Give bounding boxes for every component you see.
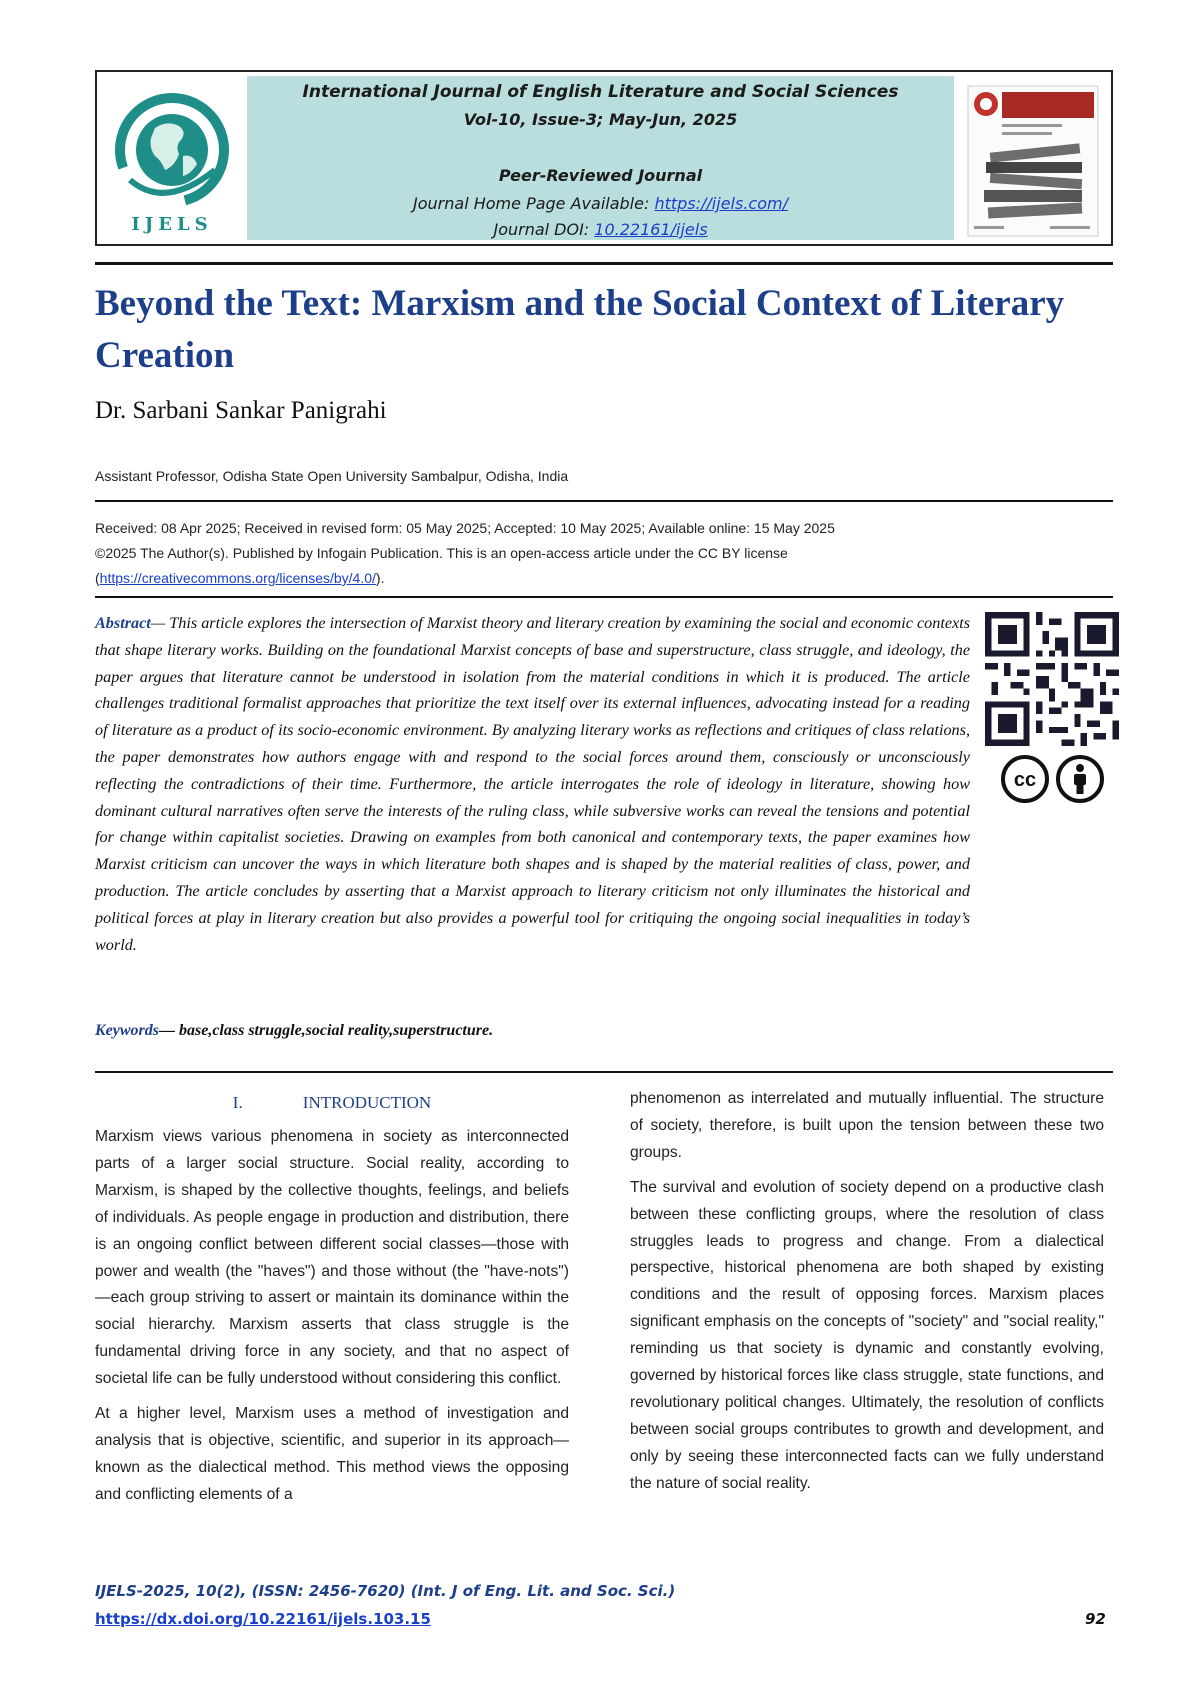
logo-text: IJELS	[131, 214, 213, 235]
body-column-left	[95, 1090, 569, 1517]
qr-code[interactable]	[985, 612, 1119, 746]
journal-doi-line	[247, 220, 954, 239]
body-paragraph: At a higher level, Marxism uses a method of investigation and analysis that is objective, scientific, and superior in its approach—known as the dialectical method. This method views the opposing and conflicting elements of a	[95, 1405, 569, 1503]
journal-header	[95, 70, 1113, 246]
dates-top-divider	[95, 500, 1113, 502]
article-dates: Received: 08 Apr 2025; Received in revised form: 05 May 2025; Accepted: 10 May 2025; Available online: 15 May 2025	[95, 520, 835, 536]
journal-cover-image	[960, 76, 1106, 240]
keywords-text: — base,class struggle,social reality,superstructure.	[159, 1022, 494, 1039]
body-paragraph: Marxism views various phenomena in society as interconnected parts of a larger social structure. Social reality, according to Marxism, is shaped by the collective thoughts, feelings, and beliefs of individuals. As people engage in production and distribution, there is an ongoing conflict between different social classes—those with power and wealth (the "haves") and those without (the "have-nots")—each group striving to assert or maintain its dominance within the social hierarchy. Marxism asserts that class struggle is the fundamental driving force in any society, and that no aspect of societal life can be fully understood without considering this conflict.	[95, 1128, 569, 1388]
license-line	[95, 566, 1105, 591]
article-author: Dr. Sarbani Sankar Panigrahi	[95, 397, 387, 424]
license-text: ©2025 The Author(s). Published by Infogain Publication. This is an open-access article under the CC BY license	[95, 545, 788, 561]
body-paragraph: phenomenon as interrelated and mutually influential. The structure of society, therefore, is built upon the tension between these two groups.	[630, 1090, 1104, 1161]
abstract-bottom-divider	[95, 1071, 1113, 1073]
keywords	[95, 1022, 493, 1040]
journal-home-link[interactable]: https://ijels.com/	[654, 194, 788, 213]
license-close: ).	[375, 570, 385, 586]
journal-name: International Journal of English Literature and Social Sciences	[302, 82, 899, 102]
abstract-text: — This article explores the intersection of Marxist theory and literary creation by examining the social and economic contexts that shape literary works. Building on the foundational Marxist concepts of base and superstructure, class struggle, and ideology, the paper argues that literature cannot be understood in isolation from the material conditions in which it is produced. The article challenges traditional formalist approaches that prioritize the text itself over its external influences, advocating instead for a reading of literature as a product of its socio-economic environment. By analyzing literary works as reflections and critiques of class relations, the paper demonstrates how authors engage with and respond to the social forces around them, consciously or unconsciously reflecting the contradictions of their time. Furthermore, the article interrogates the role of ideology in literature, showing how dominant cultural narratives often serve the interests of the ruling class, while subversive works can reveal the tensions and potential for change within capitalist societies. Drawing on examples from both canonical and contemporary texts, the paper examines how Marxist criticism can uncover the ways in which literature both shapes and is shaped by the material realities of class, power, and production. The article concludes by asserting that a Marxist approach to literary criticism not only illuminates the historical and political forces at play in literary creation but also provides a powerful tool for critiquing the ongoing social inequalities in today’s world.	[95, 614, 970, 954]
section-heading-introduction	[95, 1090, 569, 1116]
body-paragraph: The survival and evolution of society depend on a productive clash between these conflicting groups, where the resolution of class struggles leads to progress and change. From a dialectical perspective, historical phenomena are both shaped by existing conditions and the result of opposing forces. Marxism places significant emphasis on the concepts of "society" and "social reality," reminding us that society is dynamic and constantly evolving, governed by historical forces like class struggle, state functions, and revolutionary political changes. Ultimately, the resolution of conflicts between social groups contributes to growth and development, and only by seeing these interconnected facts can we fully understand the nature of social reality.	[630, 1178, 1104, 1492]
journal-info-panel	[247, 76, 954, 240]
abstract	[95, 610, 970, 958]
section-number: I.	[232, 1093, 243, 1112]
article-title: Beyond the Text: Marxism and the Social Context of Literary Creation	[95, 283, 1065, 376]
license-open: (	[95, 570, 100, 586]
page-number: 92	[1085, 1610, 1106, 1628]
keywords-label: Keywords	[95, 1022, 159, 1039]
footer-doi-link[interactable]: https://dx.doi.org/10.22161/ijels.103.15	[95, 1610, 431, 1628]
body-column-right	[630, 1086, 1104, 1506]
journal-doi-label: Journal DOI:	[493, 220, 595, 239]
journal-volume: Vol-10, Issue-3; May-Jun, 2025	[463, 110, 738, 129]
journal-home-label: Journal Home Page Available:	[413, 194, 655, 213]
author-affiliation: Assistant Professor, Odisha State Open University Sambalpur, Odisha, India	[95, 468, 569, 484]
article-history	[95, 516, 1105, 591]
license-link[interactable]: https://creativecommons.org/licenses/by/4.0/	[99, 570, 376, 586]
dates-bottom-divider	[95, 596, 1113, 598]
journal-doi-link[interactable]: 10.22161/ijels	[594, 220, 708, 239]
section-title: INTRODUCTION	[302, 1093, 432, 1112]
ijels-logo	[105, 80, 240, 238]
cc-by-license-icon[interactable]	[1000, 754, 1108, 804]
footer-citation: IJELS-2025, 10(2), (ISSN: 2456-7620) (Int. J of Eng. Lit. and Soc. Sci.)	[95, 1582, 676, 1600]
abstract-label: Abstract	[95, 614, 151, 632]
svg-text:cc: cc	[1013, 769, 1037, 791]
journal-home-line	[247, 194, 954, 213]
peer-reviewed-label: Peer-Reviewed Journal	[498, 166, 703, 185]
header-divider	[95, 262, 1113, 265]
